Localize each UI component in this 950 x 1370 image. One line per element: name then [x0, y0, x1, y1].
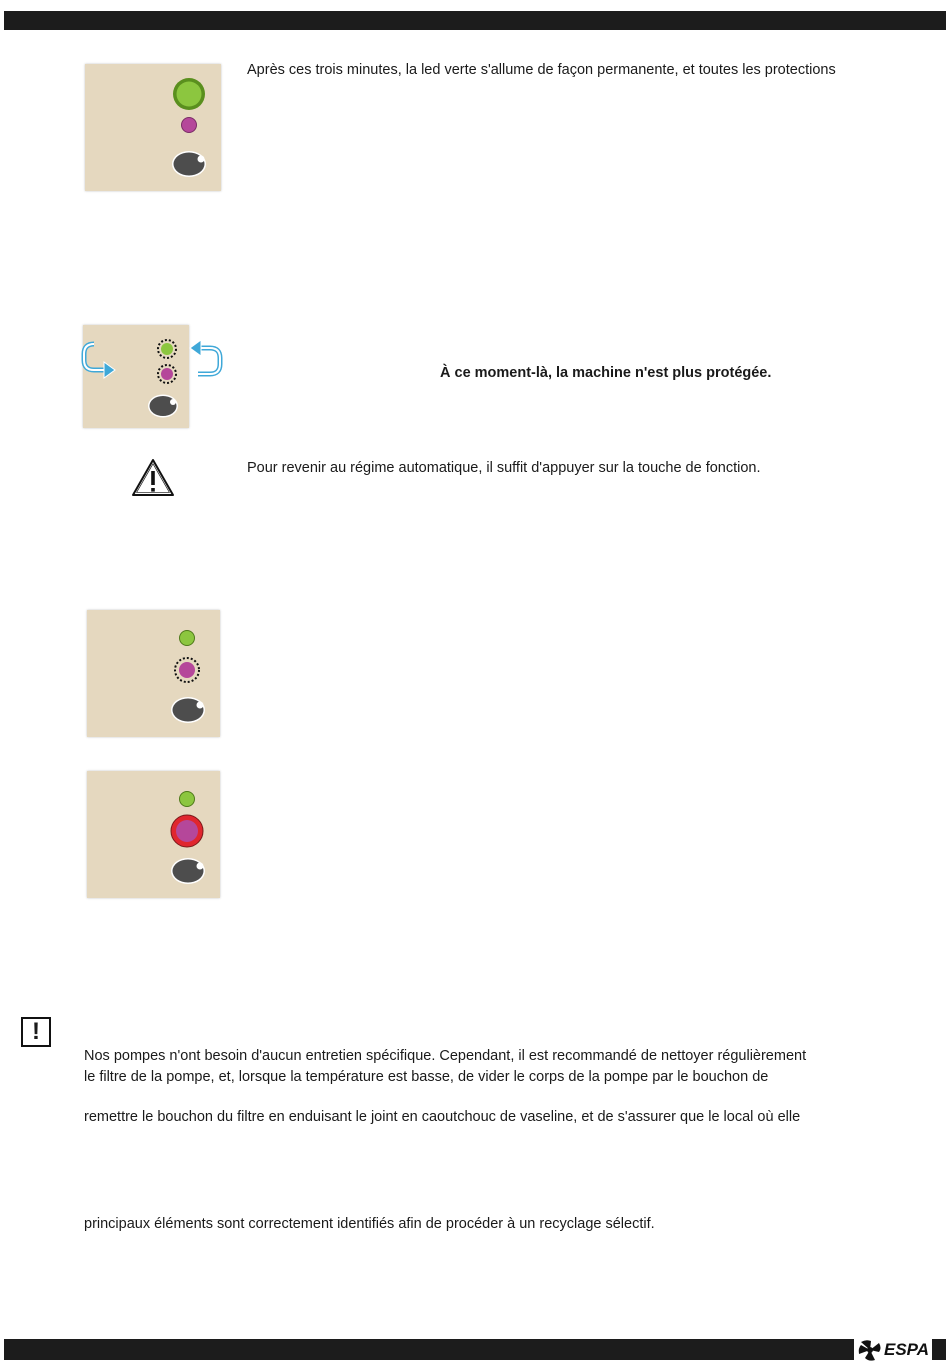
espa-logo — [857, 1337, 932, 1363]
function-button-icon — [171, 697, 205, 723]
warning-triangle-icon — [130, 457, 176, 497]
led-green — [180, 792, 195, 807]
led-purple — [182, 118, 197, 133]
footer-bar-end — [932, 1339, 946, 1360]
cycle-arrow-right-icon — [186, 338, 226, 380]
maintenance-line3: remettre le bouchon du filtre en enduisant le joint en caoutchouc de vaseline, et de s'assurer que le local où elle — [84, 1109, 801, 1125]
espa-logo-icon — [857, 1338, 883, 1362]
header-bar — [4, 11, 946, 30]
section3-text: Pour revenir au régime automatique, il suffit d'appuyer sur la touche de fonction. — [247, 460, 761, 476]
maintenance-line1: Nos pompes n'ont besoin d'aucun entretien spécifique. Cependant, il est recommandé de nettoyer régulièrement — [84, 1048, 807, 1064]
function-button-icon — [172, 151, 206, 177]
espa-logo-text: ESPA — [884, 1340, 930, 1359]
maintenance-line2: le filtre de la pompe, et, lorsque la température est basse, de vider le corps de la pompe par le bouchon de — [84, 1069, 769, 1085]
control-panel-fault — [87, 771, 220, 898]
exclamation-glyph: ! — [32, 1018, 40, 1045]
maintenance-line4: principaux éléments sont correctement identifiés afin de procéder à un recyclage sélectif. — [84, 1216, 655, 1232]
led-green — [180, 631, 195, 646]
control-panel-green-on — [85, 64, 221, 191]
function-button-icon — [148, 395, 178, 418]
exclamation-box-icon — [21, 1017, 51, 1047]
section1-text: Après ces trois minutes, la led verte s'allume de façon permanente, et toutes les protections — [247, 62, 836, 78]
function-button-icon — [171, 858, 205, 884]
section2-text-bold: À ce moment-là, la machine n'est plus protégée. — [440, 365, 772, 381]
footer-bar — [4, 1339, 854, 1360]
cycle-arrow-left-icon — [80, 340, 120, 380]
control-panel-purple-blinking — [87, 610, 220, 737]
